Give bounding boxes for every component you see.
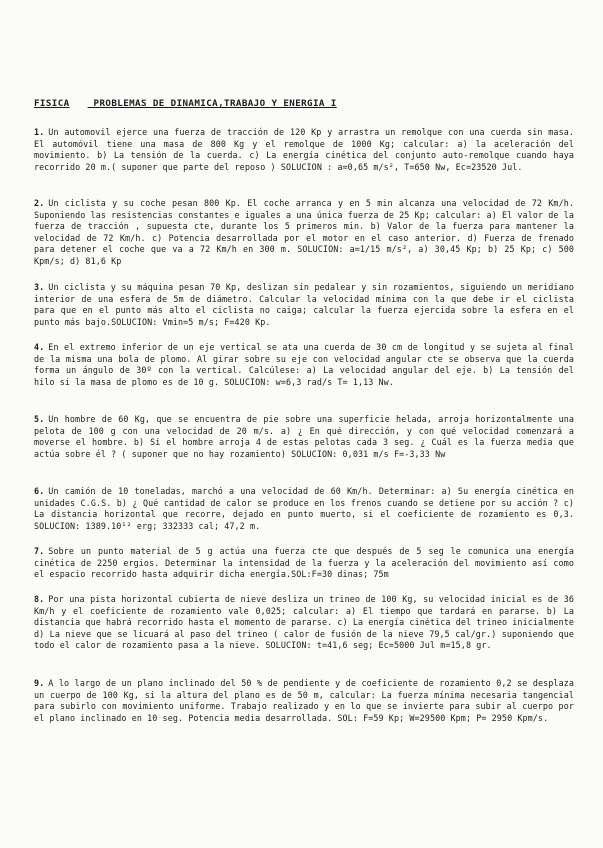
- problem-5: 5. Un hombre de 60 Kg, que se encuentra de pie sobre una superficie helada, arroja horizontalmente una pelota de 100 g con una velocidad de 20 m/s. a) ¿ En qué dirección, y con qué velocidad comenzará a moverse el hombre. b) Si el hombre arroja 4 de estas pelotas cada 3 seg. ¿ Cuál es la fuerza media que actúa sobre él ? ( suponer que no hay rozamiento) SOLUCION: 0,031 m/s F=-3,33 Nw: [34, 414, 574, 459]
- problem-text: Por una pista horizontal cubierta de nieve desliza un trineo de 100 Kg, su velocidad inicial es de 36 Km/h y el coeficiente de rozamiento vale 0,025; calcular: a) El tiempo que tardará en pararse. b) La distancia que habrá recorrido hasta el momento de pararse. c) La energía cinética del trineo inicialmente d) La nieve que se licuará al paso del trineo ( calor de fusión de la nieve 79,5 cal/gr.) suponiendo que todo el calor de rozamiento pasa a la nieve. SOLUCION: t=41,6 seg; Ec=5000 Jul m=15,8 gr.: [34, 594, 574, 651]
- problem-7: 7. Sobre un punto material de 5 g actúa una fuerza cte que después de 5 seg le comunica una energía cinética de 2250 ergios. Determinar la intensidad de la fuerza y la aceleración del movimiento así como el espacio recorrido hasta adquirir dicha energía.SOL:F=30 dinas; 75m: [34, 546, 574, 580]
- problem-1: 1. Un automovil ejerce una fuerza de tracción de 120 Kp y arrastra un remolque con una cuerda sin masa. El automóvil tiene una masa de 800 Kg y el remolque de 1000 Kg; calcular: a) la aceleración del movimiento. b) La tensión de la cuerda. c) La energía cinética del conjunto auto-remolque cuando haya recorrido 20 m.( suponer que parte del reposo ) SOLUCION : a=0,65 m/s², T=650 Nw, Ec=23520 Jul.: [34, 127, 574, 172]
- problem-text: En el extremo inferior de un eje vertical se ata una cuerda de 30 cm de longitud y se sujeta al final de la misma una bola de plomo. Al girar sobre su eje con velocidad angular cte se observa que la cuerda forma un ángulo de 30º con la vertical. Calcúlese: a) La velocidad angular del eje. b) La tensión del hilo si la masa de plomo es de 10 g. SOLUCION: w=6,3 rad/s T= 1,13 Nw.: [34, 342, 574, 387]
- problem-text: Un hombre de 60 Kg, que se encuentra de pie sobre una superficie helada, arroja horizontalmente una pelota de 100 g con una velocidad de 20 m/s. a) ¿ En qué dirección, y con qué velocidad comenzará a moverse el hombre. b) Si el hombre arroja 4 de estas pelotas cada 3 seg. ¿ Cuál es la fuerza media que actúa sobre él ? ( suponer que no hay rozamiento) SOLUCION: 0,031 m/s F=-3,33 Nw: [34, 414, 574, 459]
- problem-text: A lo largo de un plano inclinado del 50 % de pendiente y de coeficiente de rozamiento 0,2 se desplaza un cuerpo de 100 Kg, si la altura del plano es de 50 m, calcular: La fuerza mínima necesaria tangencial para subirlo con movimiento uniforme. Trabajo realizado y en lo que se invierte para subir al cuerpo por el plano inclinado en 10 seg. Potencia media desarrollada. SOL: F=59 Kp; W=29500 Kpm; P= 2950 Kpm/s.: [34, 678, 574, 723]
- problem-3: 3. Un ciclista y su máquina pesan 70 Kp, deslizan sin pedalear y sin rozamientos, siguiendo un meridiano interior de una esfera de 5m de diámetro. Calcular la velocidad mínima con la que debe ir el ciclista para que en el punto más alto el ciclista no caiga; calcular la fuerza ejercida sobre la esfera en el punto más bajo.SOLUCION: Vmin=5 m/s; F=420 Kp.: [34, 282, 574, 327]
- problem-text: Un camión de 10 toneladas, marchó a una velocidad de 60 Km/h. Determinar: a) Su energía cinética en unidades C.G.S. b) ¿ Qué cantidad de calor se produce en los frenos cuando se detiene por su acción ? c) La distancia horizontal que recorre, dejado en punto muerto, si el coeficiente de rozamiento es 0,3. SOLUCION: 1389.10¹² erg; 332333 cal; 47,2 m.: [34, 486, 574, 531]
- subject-label: FISICA: [34, 98, 70, 109]
- problem-8: 8. Por una pista horizontal cubierta de nieve desliza un trineo de 100 Kg, su velocidad inicial es de 36 Km/h y el coeficiente de rozamiento vale 0,025; calcular: a) El tiempo que tardará en pararse. b) La distancia que habrá recorrido hasta el momento de pararse. c) La energía cinética del trineo inicialmente d) La nieve que se licuará al paso del trineo ( calor de fusión de la nieve 79,5 cal/gr.) suponiendo que todo el calor de rozamiento pasa a la nieve. SOLUCION: t=41,6 seg; Ec=5000 Jul m=15,8 gr.: [34, 594, 574, 651]
- problem-4: 4. En el extremo inferior de un eje vertical se ata una cuerda de 30 cm de longitud y se sujeta al final de la misma una bola de plomo. Al girar sobre su eje con velocidad angular cte se observa que la cuerda forma un ángulo de 30º con la vertical. Calcúlese: a) La velocidad angular del eje. b) La tensión del hilo si la masa de plomo es de 10 g. SOLUCION: w=6,3 rad/s T= 1,13 Nw.: [34, 342, 574, 387]
- document-title: PROBLEMAS DE DINAMICA,TRABAJO Y ENERGIA I: [93, 98, 337, 109]
- problem-6: 6. Un camión de 10 toneladas, marchó a una velocidad de 60 Km/h. Determinar: a) Su energía cinética en unidades C.G.S. b) ¿ Qué cantidad de calor se produce en los frenos cuando se detiene por su acción ? c) La distancia horizontal que recorre, dejado en punto muerto, si el coeficiente de rozamiento es 0,3. SOLUCION: 1389.10¹² erg; 332333 cal; 47,2 m.: [34, 486, 574, 531]
- problem-9: 9. A lo largo de un plano inclinado del 50 % de pendiente y de coeficiente de rozamiento 0,2 se desplaza un cuerpo de 100 Kg, si la altura del plano es de 50 m, calcular: La fuerza mínima necesaria tangencial para subirlo con movimiento uniforme. Trabajo realizado y en lo que se invierte para subir al cuerpo por el plano inclinado en 10 seg. Potencia media desarrollada. SOL: F=59 Kp; W=29500 Kpm; P= 2950 Kpm/s.: [34, 678, 574, 723]
- problem-text: Sobre un punto material de 5 g actúa una fuerza cte que después de 5 seg le comunica una energía cinética de 2250 ergios. Determinar la intensidad de la fuerza y la aceleración del movimiento así como el espacio recorrido hasta adquirir dicha energía.SOL:F=30 dinas; 75m: [34, 546, 574, 580]
- document-header: [34, 98, 574, 109]
- problem-text: Un automovil ejerce una fuerza de tracción de 120 Kp y arrastra un remolque con una cuerda sin masa. El automóvil tiene una masa de 800 Kg y el remolque de 1000 Kg; calcular: a) la aceleración del movimiento. b) La tensión de la cuerda. c) La energía cinética del conjunto auto-remolque cuando haya recorrido 20 m.( suponer que parte del reposo ) SOLUCION : a=0,65 m/s², T=650 Nw, Ec=23520 Jul.: [34, 127, 574, 172]
- problem-text: Un ciclista y su máquina pesan 70 Kp, deslizan sin pedalear y sin rozamientos, siguiendo un meridiano interior de una esfera de 5m de diámetro. Calcular la velocidad mínima con la que debe ir el ciclista para que en el punto más alto el ciclista no caiga; calcular la fuerza ejercida sobre la esfera en el punto más bajo.SOLUCION: Vmin=5 m/s; F=420 Kp.: [34, 282, 574, 327]
- problem-2: 2. Un ciclista y su coche pesan 800 Kp. El coche arranca y en 5 min alcanza una velocidad de 72 Km/h. Suponiendo las resistencias constantes e iguales a una única fuerza de 25 Kp; calcular: a) El valor de la fuerza de tracción , supuesta cte, durante los 5 primeros min. b) Valor de la fuerza para mantener la velocidad de 72 Km/h. c) Potencia desarrollada por el motor en el caso anterior. d) Fuerza de frenado para detener el coche que va a 72 Km/h en 300 m. SOLUCION: a=1/15 m/s², a) 30,45 Kp; b) 25 Kp; c) 500 Kpm/s; d) 81,6 Kp: [34, 198, 574, 266]
- problem-text: Un ciclista y su coche pesan 800 Kp. El coche arranca y en 5 min alcanza una velocidad de 72 Km/h. Suponiendo las resistencias constantes e iguales a una única fuerza de 25 Kp; calcular: a) El valor de la fuerza de tracción , supuesta cte, durante los 5 primeros min. b) Valor de la fuerza para mantener la velocidad de 72 Km/h. c) Potencia desarrollada por el motor en el caso anterior. d) Fuerza de frenado para detener el coche que va a 72 Km/h en 300 m. SOLUCION: a=1/15 m/s², a) 30,45 Kp; b) 25 Kp; c) 500 Kpm/s; d) 81,6 Kp: [34, 198, 574, 266]
